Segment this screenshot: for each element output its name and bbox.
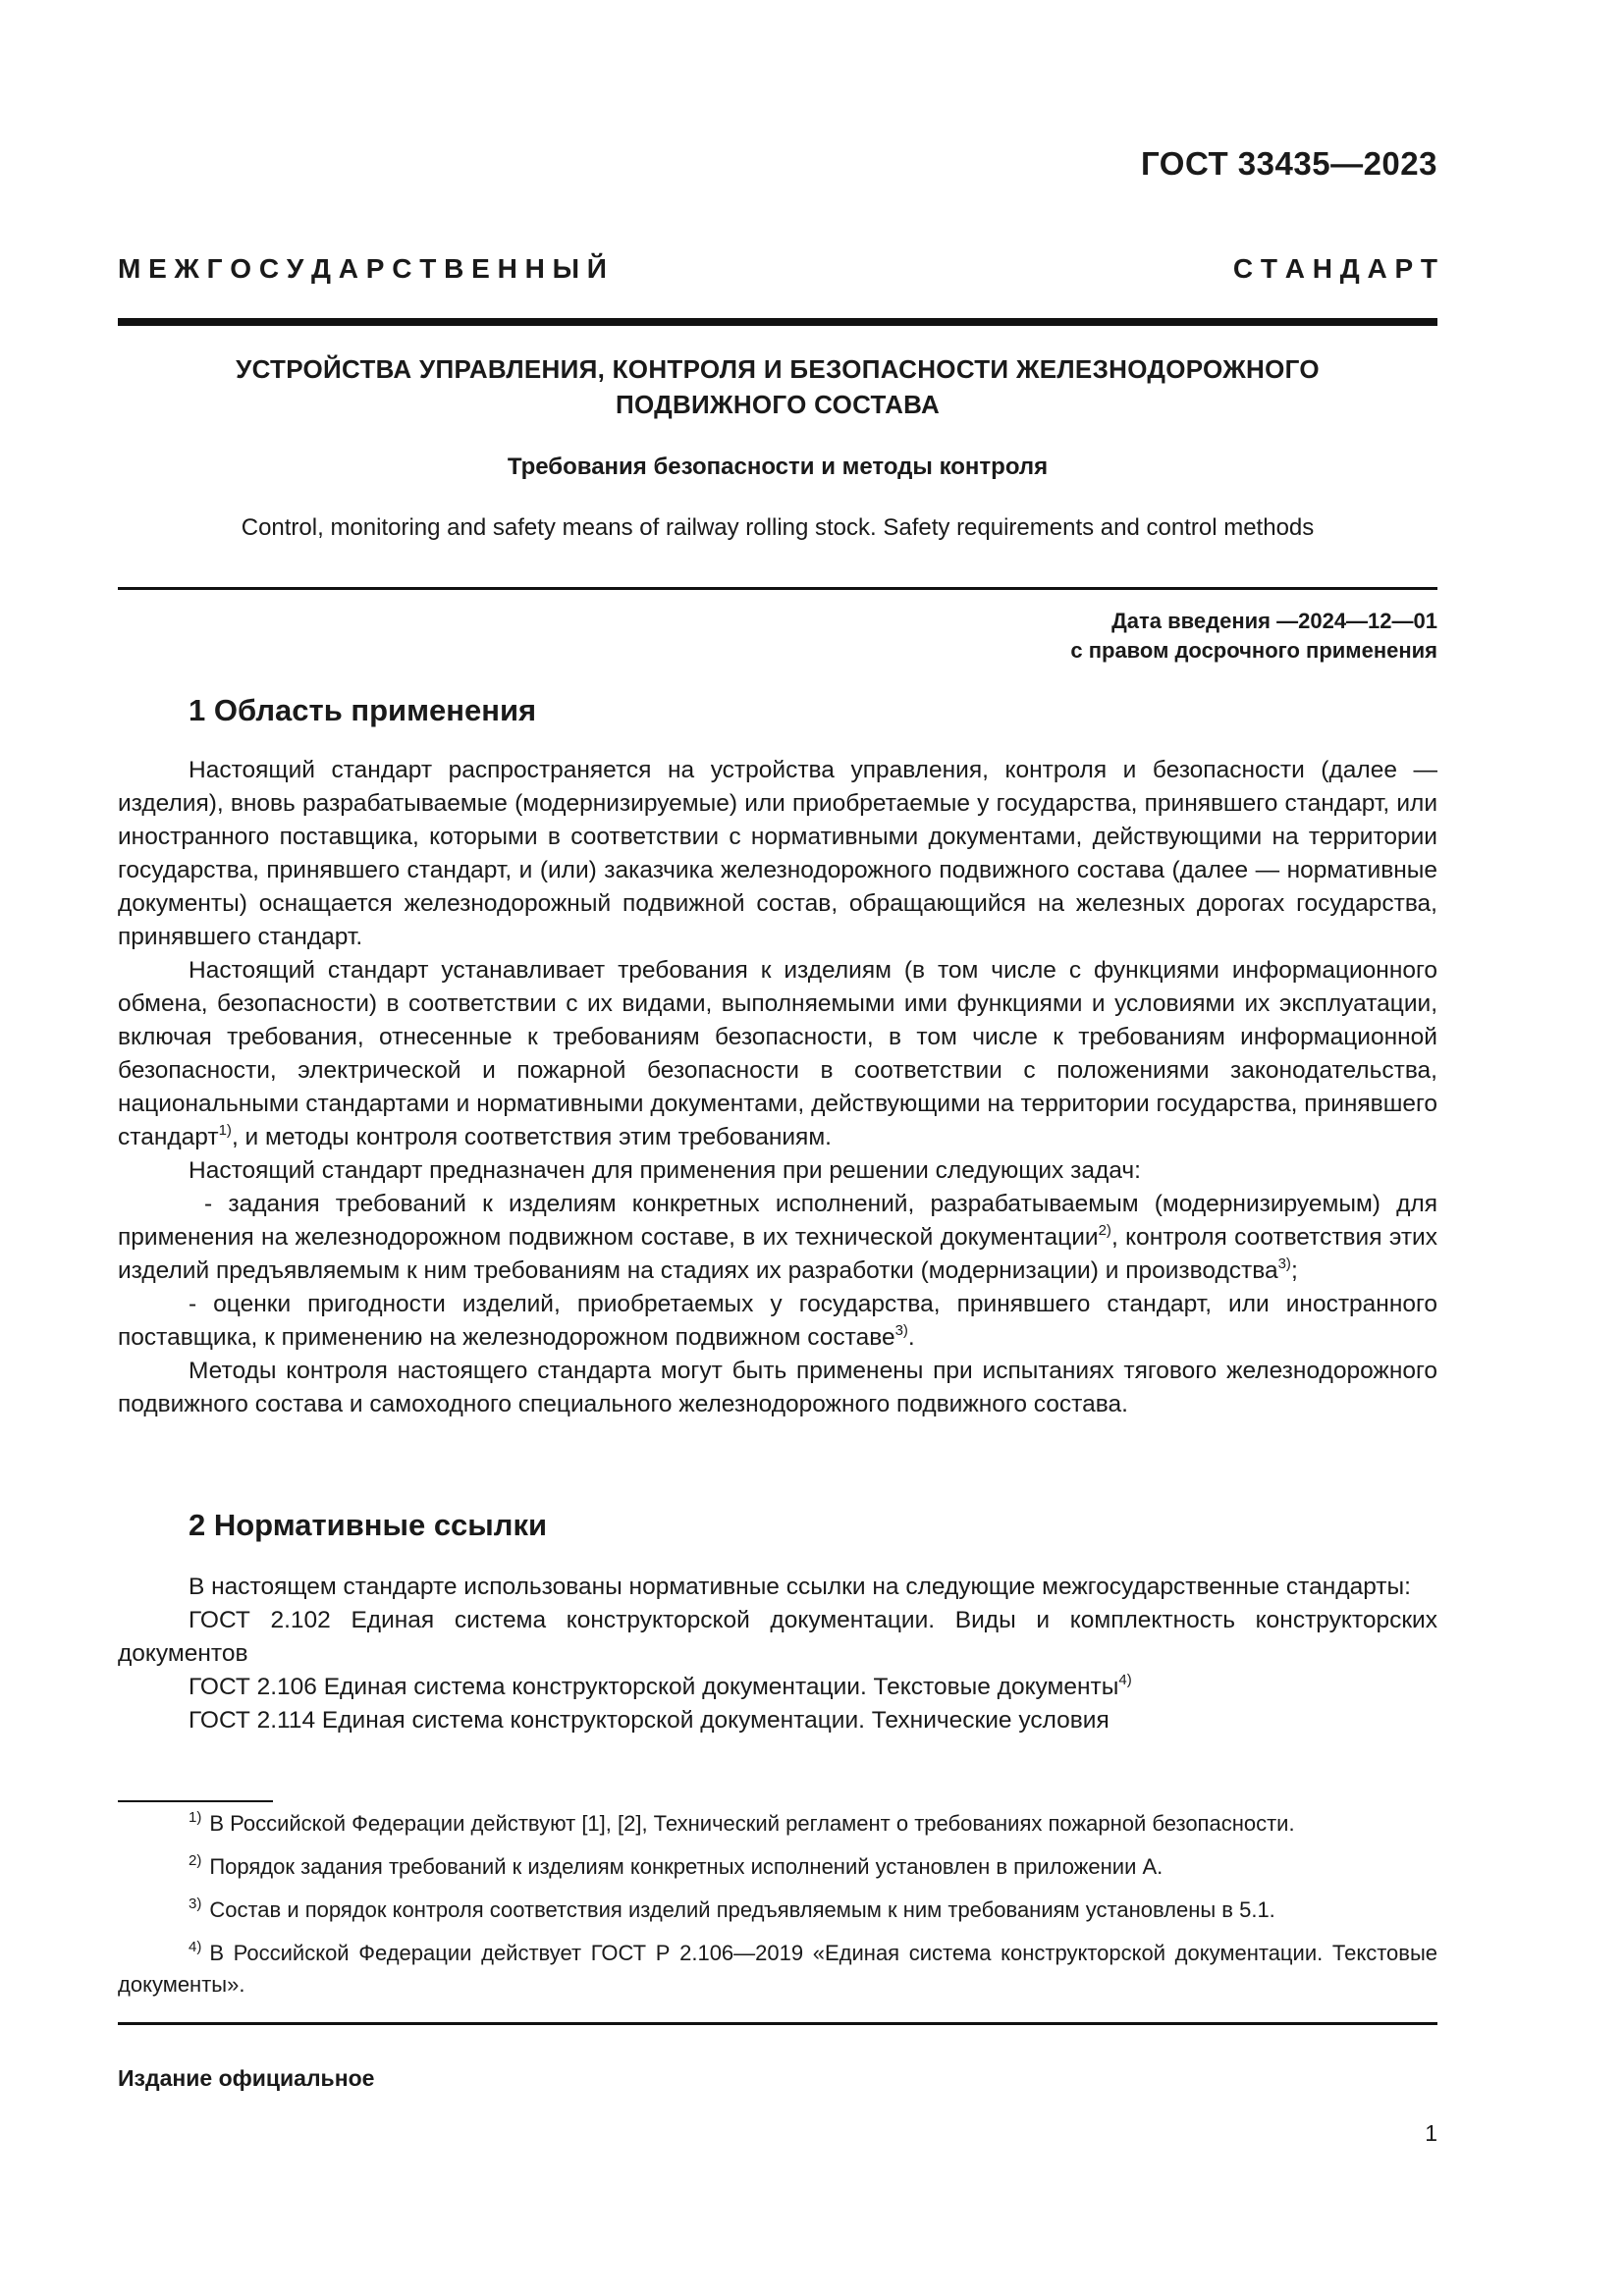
normative-reference: ГОСТ 2.114 Единая система конструкторской документации. Технические условия <box>189 1707 1110 1734</box>
paragraph: Настоящий стандарт устанавливает требования к изделиям (в том числе с функциями информационного обмена, безопасности) в соответствии с их видами, выполняемыми ими функциями и условиями их эксплуатации, включая требования, отнесенные к требованиям безопасности, в том числе к требованиям информационной безопасности, электрической и пожарной безопасности в соответствии с положениями законодательства, национальными стандартами и нормативными документами, действующими на территории государства, принявшего стандарт$^{1)}$, и методы контроля соответствия этим требованиям. <box>118 957 1437 1150</box>
title-rule <box>118 587 1437 590</box>
standard-kind-word1: М Е Ж Г О С У Д А Р С Т В Е Н Н Ы Й <box>118 253 607 284</box>
footnote-ref[interactable]: 1) <box>218 1122 232 1139</box>
footnote-ref[interactable]: 3) <box>1277 1255 1291 1272</box>
list-item: - задания требований к изделиям конкретных исполнений, разрабатываемым (модернизируемым) для применения на железнодорожном подвижном составе, в их технической документации$^{2)}$, контроля соответствия этих изделий предъявляемым к ним требованиям на стадиях их разработки (модернизации) и производства$^{3)}$; <box>118 1191 1437 1284</box>
section-1-body <box>118 754 1437 1421</box>
standard-number: ГОСТ 33435—2023 <box>1141 145 1437 182</box>
standard-kind-word2: С Т А Н Д А Р Т <box>1232 253 1437 284</box>
paragraph: Настоящий стандарт предназначен для применения при решении следующих задач: <box>189 1157 1141 1184</box>
document-title <box>118 351 1437 422</box>
section-2-heading: 2 Нормативные ссылки <box>189 1508 548 1542</box>
official-edition-label: Издание официальное <box>118 2065 375 2091</box>
paragraph: В настоящем стандарте использованы нормативные ссылки на следующие межгосударственные стандарты: <box>189 1574 1411 1600</box>
standard-kind <box>118 253 1437 285</box>
footnote-ref[interactable]: 4) <box>1118 1672 1132 1688</box>
page-number: 1 <box>1425 2120 1437 2146</box>
section-1-heading: 1 Область применения <box>189 693 537 727</box>
normative-reference: ГОСТ 2.106 Единая система конструкторской документации. Текстовые документы$^{4)}$ <box>189 1672 1132 1700</box>
title-line-2: ПОДВИЖНОГО СОСТАВА <box>615 390 941 419</box>
footnote: $^{1)}$ В Российской Федерации действуют [1], [2], Технический регламент о требованиях пожарной безопасности. <box>189 1809 1295 1836</box>
footnote-separator <box>118 1800 273 1802</box>
early-application-line: с правом досрочного применения <box>1070 638 1437 663</box>
footnote: $^{3)}$ Состав и порядок контроля соответствия изделий предъявляемым к ним требованиям установлены в 5.1. <box>189 1896 1275 1922</box>
section-2-body <box>118 1571 1437 1737</box>
list-item: - оценки пригодности изделий, приобретаемых у государства, принявшего стандарт, или иностранного поставщика, к применению на железнодорожном подвижном составе$^{3)}$. <box>118 1291 1437 1351</box>
footnote-ref[interactable]: 2) <box>1098 1222 1111 1239</box>
footnote-ref[interactable]: 3) <box>894 1322 908 1339</box>
introduction-date-line: Дата введения —2024—12—01 <box>1111 609 1437 633</box>
paragraph: Настоящий стандарт распространяется на устройства управления, контроля и безопасности (далее — изделия), вновь разрабатываемые (модернизируемые) или приобретаемые у государства, принявшего стандарт, или иностранного поставщика, которыми в соответствии с нормативными документами, действующими на территории государства, принявшего стандарт, и (или) заказчика железнодорожного подвижного состава (далее — нормативные документы) оснащается железнодорожный подвижной состав, обращающийся на железных дорогах государства, принявшего стандарт. <box>118 757 1437 950</box>
footer-rule <box>118 2022 1437 2025</box>
footnotes <box>118 1808 1437 2012</box>
english-title: Control, monitoring and safety means of railway rolling stock. Safety requirements and control methods <box>241 514 1315 541</box>
normative-reference: ГОСТ 2.102 Единая система конструкторской документации. Виды и комплектность конструкторских документов <box>118 1607 1437 1667</box>
document-page <box>118 0 1437 2296</box>
title-line-1: УСТРОЙСТВА УПРАВЛЕНИЯ, КОНТРОЛЯ И БЕЗОПАСНОСТИ ЖЕЛЕЗНОДОРОЖНОГО <box>236 354 1320 384</box>
footnote: $^{2)}$ Порядок задания требований к изделиям конкретных исполнений установлен в приложении А. <box>189 1852 1164 1879</box>
header-rule <box>118 318 1437 326</box>
introduction-date <box>1070 607 1437 666</box>
footnote: $^{4)}$ В Российской Федерации действует ГОСТ Р 2.106—2019 «Единая система конструкторской документации. Текстовые документы». <box>118 1939 1437 1997</box>
paragraph: Методы контроля настоящего стандарта могут быть применены при испытаниях тягового железнодорожного подвижного состава и самоходного специального железнодорожного подвижного состава. <box>118 1358 1437 1417</box>
document-subtitle: Требования безопасности и методы контроля <box>507 454 1049 480</box>
